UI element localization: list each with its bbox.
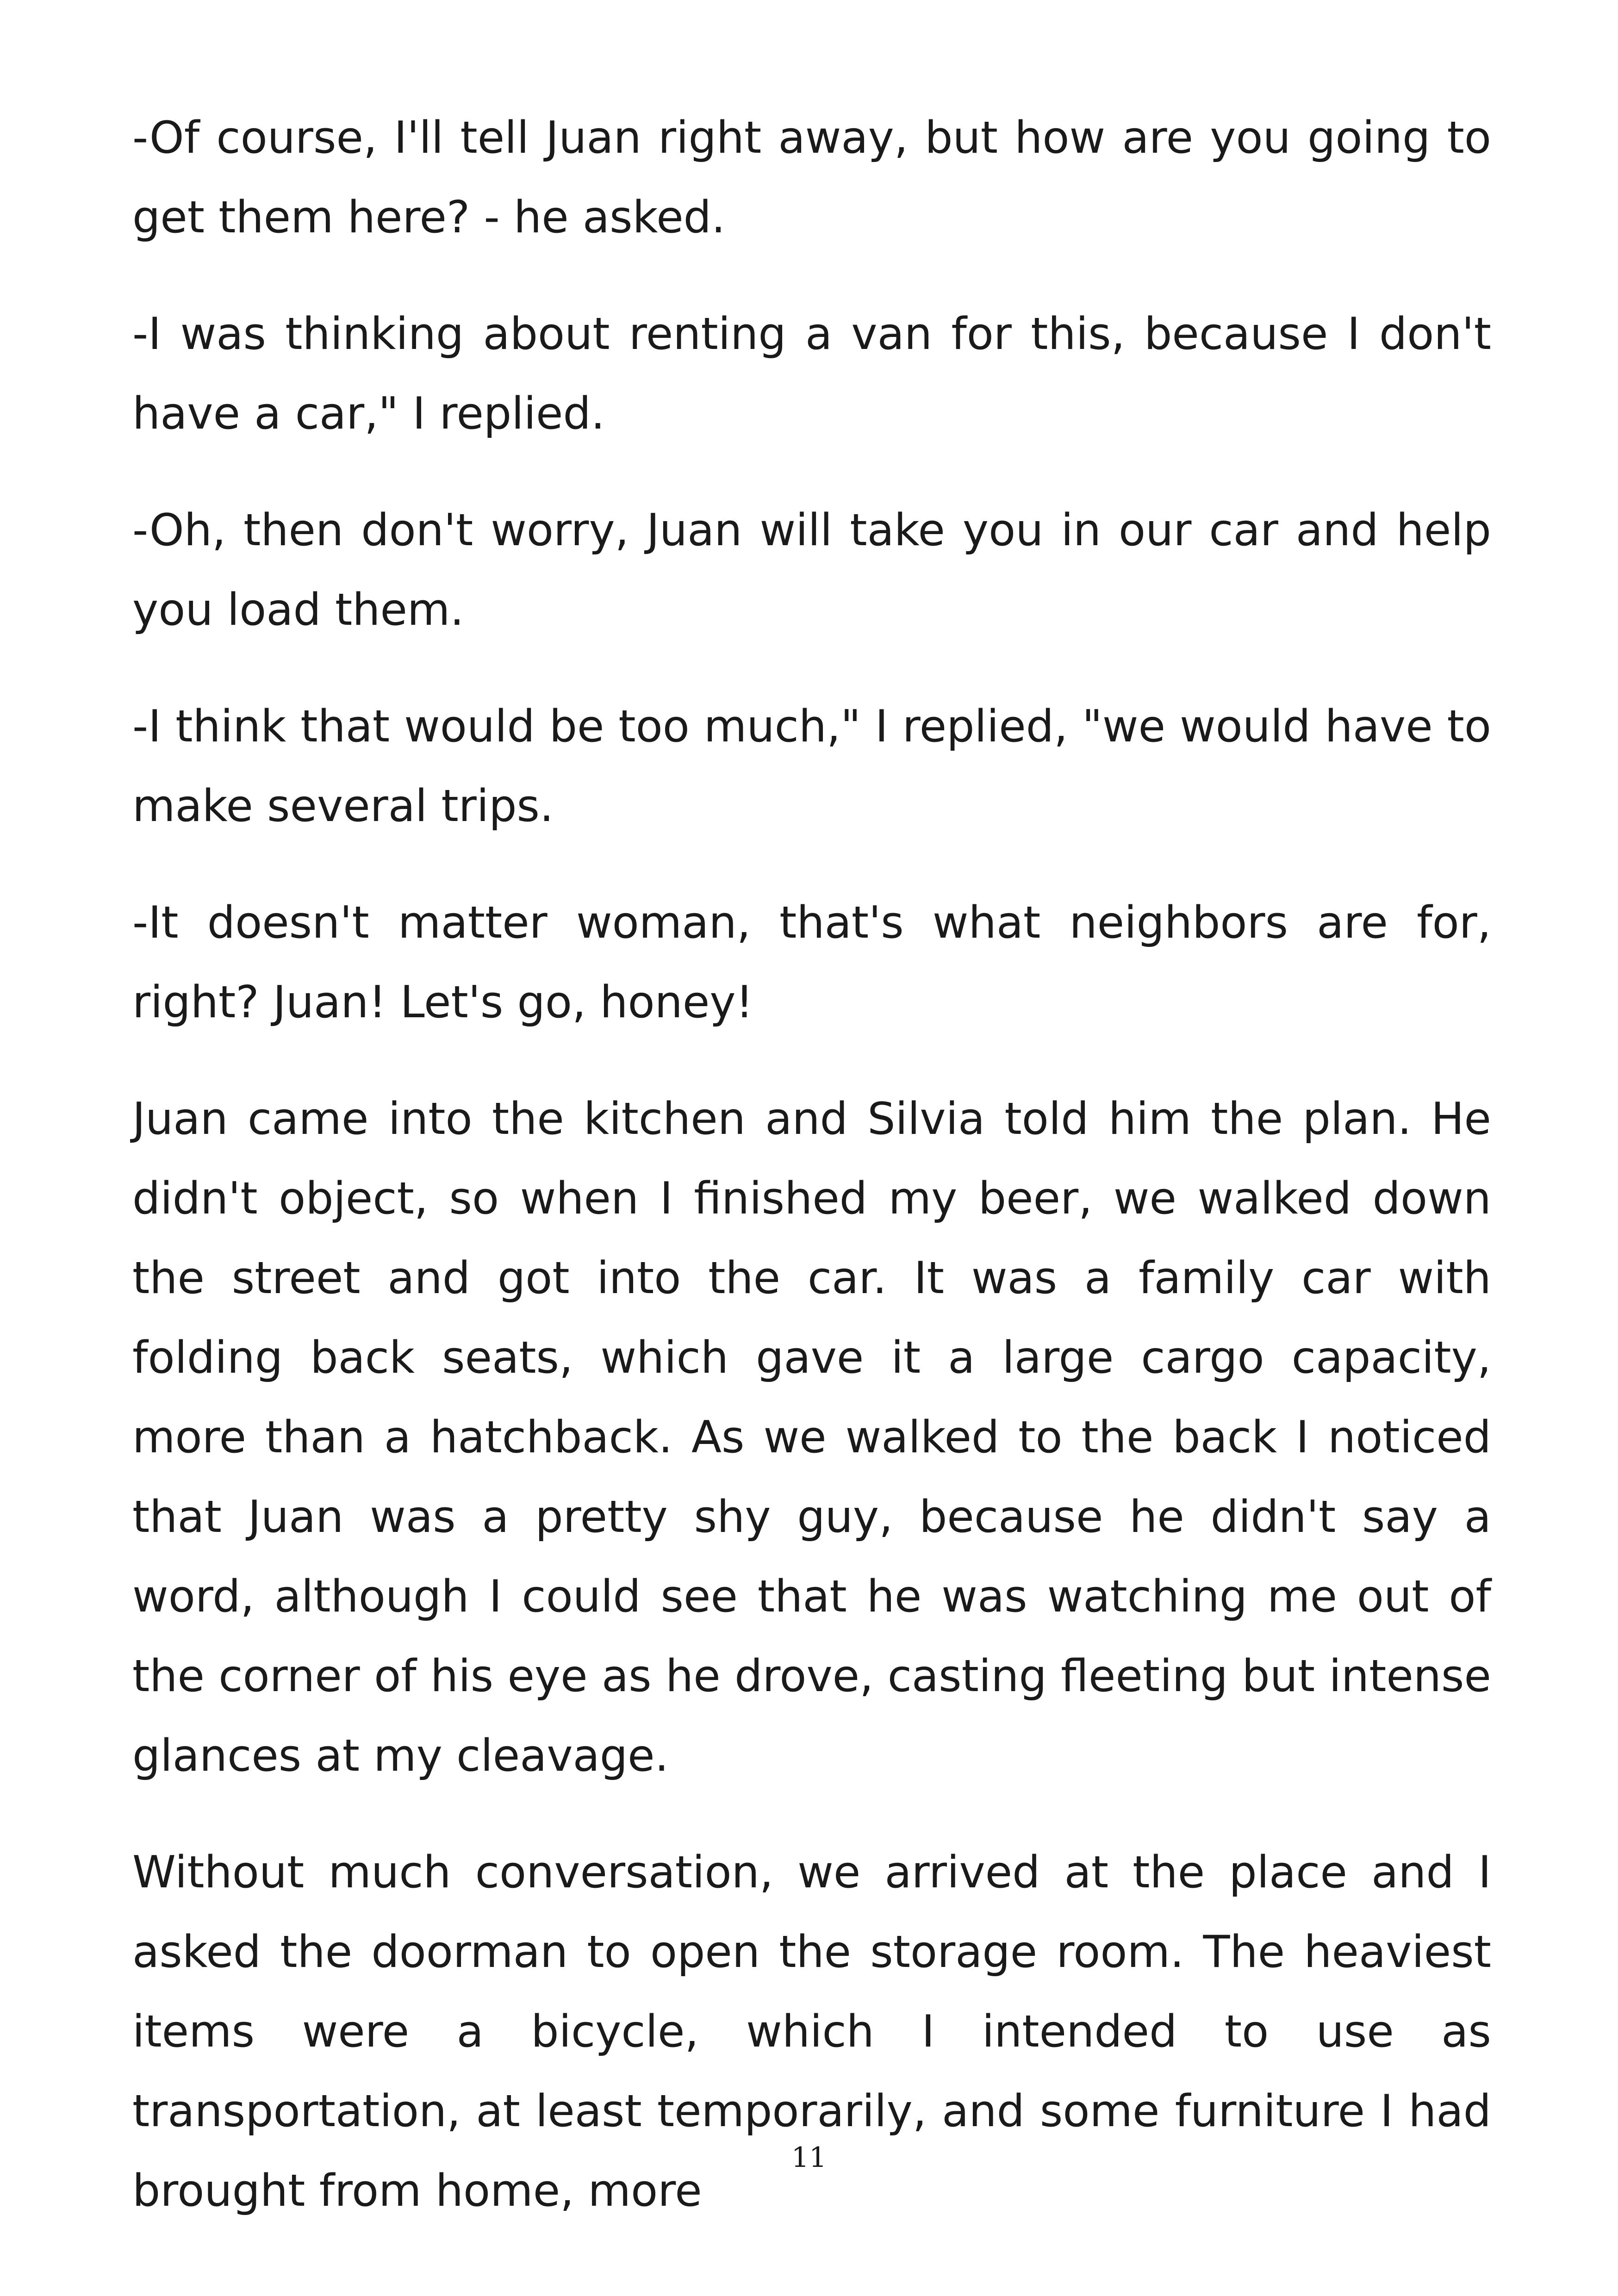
paragraph: -Of course, I'll tell Juan right away, but how are you going to get them here? - he asked. xyxy=(132,112,1491,243)
paragraph: -It doesn't matter woman, that's what neighbors are for, right? Juan! Let's go, honey! xyxy=(132,897,1491,1028)
paragraph: Juan came into the kitchen and Silvia told him the plan. He didn't object, so when I finished my beer, we walked down the street and got into the car. It was a family car with folding back seats, which gave it a large cargo capacity, more than a hatchback. As we walked to the back I noticed that Juan was a pretty shy guy, because he didn't say a word, although I could see that he was watching me out of the corner of his eye as he drove, casting fleeting but intense glances at my cleavage. xyxy=(132,1094,1491,1781)
paragraph: -I think that would be too much," I replied, "we would have to make several trips. xyxy=(132,701,1491,832)
body-text xyxy=(132,98,1491,2268)
paragraph: Without much conversation, we arrived at the place and I asked the doorman to open the storage room. The heaviest items were a bicycle, which I intended to use as transportation, at least temporarily, and some furniture I had brought from home, more xyxy=(132,1847,1491,2216)
paragraph: -I was thinking about renting a van for this, because I don't have a car," I replied. xyxy=(132,309,1491,439)
paragraph: -Oh, then don't worry, Juan will take you in our car and help you load them. xyxy=(132,505,1491,635)
page-number: 11 xyxy=(791,2141,827,2174)
